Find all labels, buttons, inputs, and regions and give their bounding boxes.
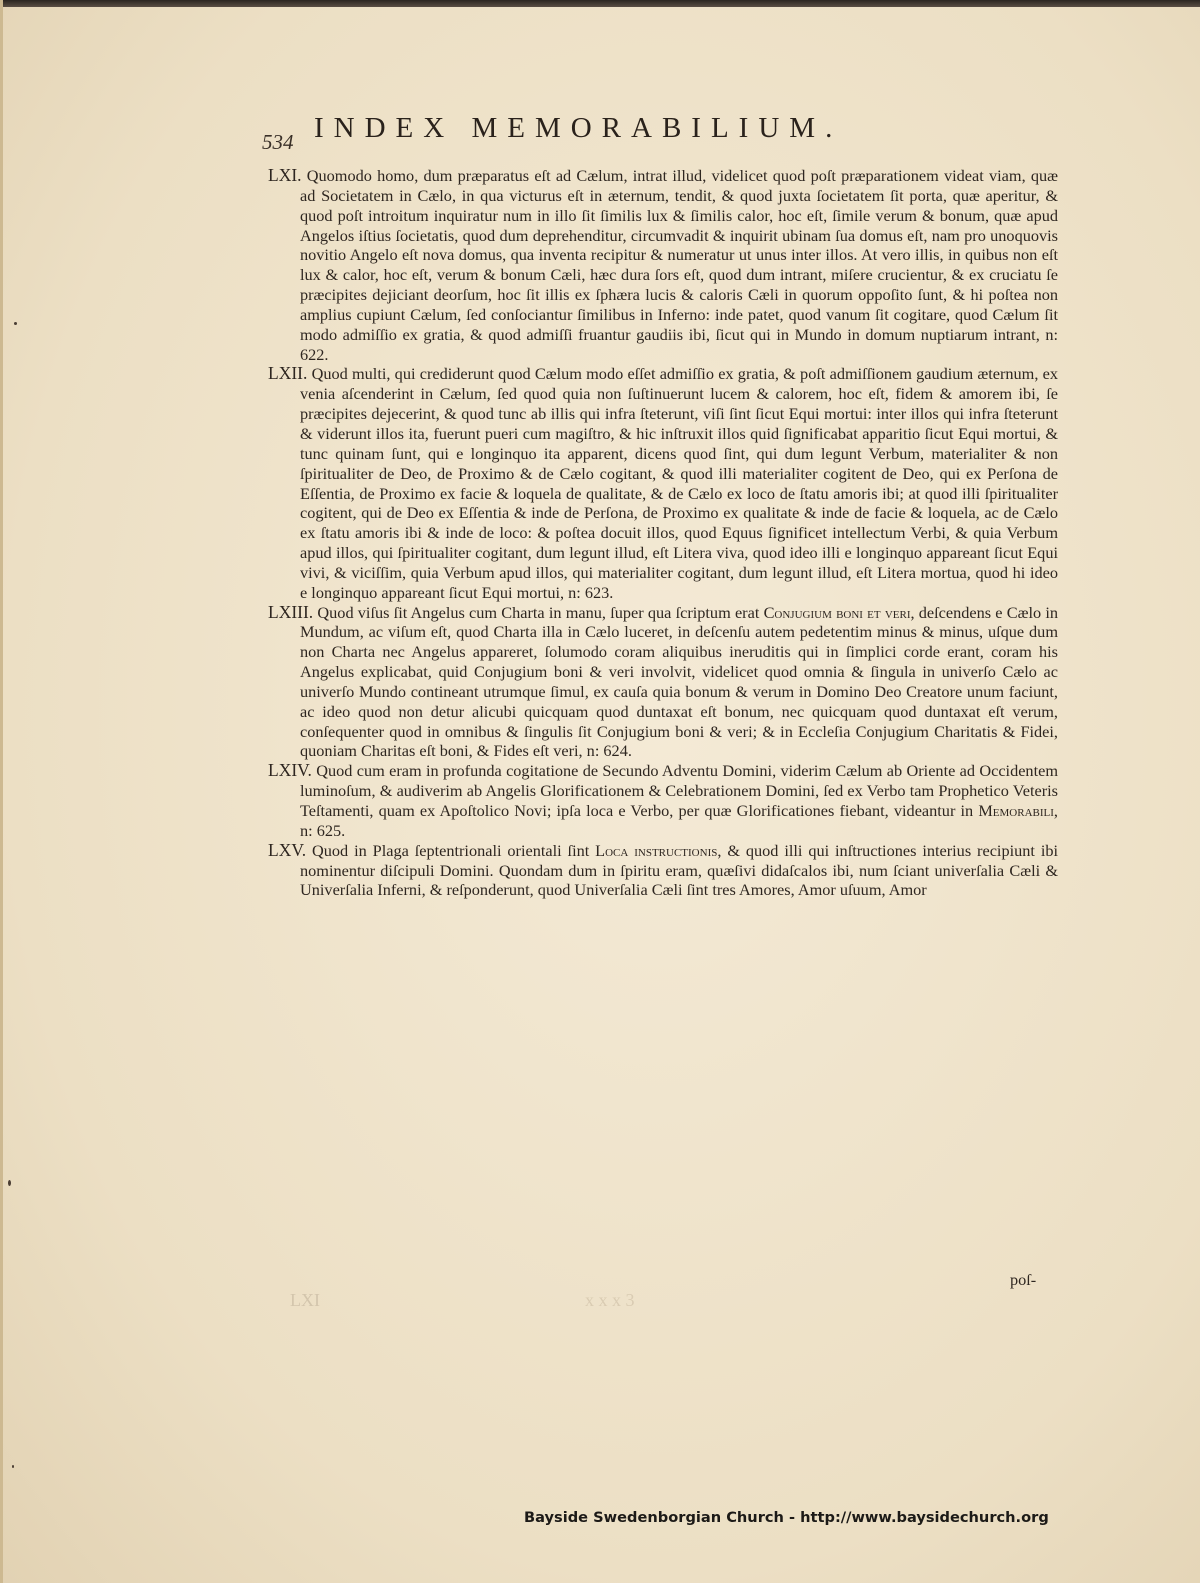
entry-smallcaps: Conjugium boni et veri [763, 602, 911, 622]
entry-numeral: LXI. [268, 165, 302, 185]
entry-numeral: LXV. [268, 839, 307, 860]
entry-lxi [268, 166, 1058, 364]
entry-lxiii [268, 603, 1058, 762]
entry-text-before: Quod cum eram in profunda cogitatione de Secundo Adventu Domini, viderim Cælum ab Oriente ad Occidentem luminoſum, & audiverim ab Angelis Glorificationem & Celebrationem Domini, ſed ex Verbo tam Prophetico Veteris Teſtamenti, quam ex Apoſtolico Novi; ipſa loca e Verbo, per quæ Glorificationes fiebant, videantur in [300, 761, 1058, 820]
entry-text: Quomodo homo, dum præparatus eſt ad Cælum, intrat illud, videlicet quod poſt præparationem videat viam, quæ ad Societatem in Cælo, in qua victurus eſt in æternum, tendit, & quod juxta ſocietatem ſit porta, quæ aperitur, & quod poſt introitum inquiratur num in illo ſit ſimilis lux & ſimilis calor, hoc eſt, ſimile verum & bonum, quæ apud Angelos iſtius ſocietatis, quod dum deprehenditur, circumvadit & inquirit ubinam ſua domus eſt, nam pro unoquovis novitio Angelo eſt nova domus, qua inventa recipitur & numeratur ut unus inter illos. At vero illis, in quibus non eſt lux & calor, hoc eſt, verum & bonum Cæli, hæc dura ſors eſt, quod dum intrant, miſere crucientur, & ex cruciatu ſe præcipites dejiciant deorſum, hoc ſit illis ex ſphæra lucis & caloris Cæli in quorum oppoſito ſunt, & hi poſtea non amplius cupiunt Cælum, ſed conſociantur ſimilibus in Inferno: inde patet, quod vanum ſit cogitare, quod Cælum ſit modo admiſſio ex gratia, & quod admiſſi fruantur gaudiis ibi, ſicut qui in Mundo in domum nuptiarum intrant, n: 622. [300, 166, 1058, 364]
page-number: 534 [262, 130, 294, 154]
entry-numeral: LXIV. [268, 760, 312, 781]
entry-numeral: LXII. [268, 363, 308, 384]
index-entries [268, 166, 1058, 900]
entry-text-before: Quod in Plaga ſeptentrionali orientali ſint [312, 840, 596, 860]
entry-text-after: , n: 625. [300, 801, 1058, 840]
show-through-text-left: LXI [290, 1290, 320, 1310]
entry-text-after: , & quod illi qui inſtructiones interius recipiunt ibi nominentur diſcipuli Domini. Quondam dum in ſpiritu eram, quæſivi didaſcalos ibi, num ſciant univerſalia Cæli & Univerſalia Inferni, & reſponderunt, quod Univerſalia Cæli ſint tres Amores, Amor uſuum, Amor [300, 840, 1059, 900]
entry-text-before: Quod viſus ſit Angelus cum Charta in manu, ſuper qua ſcriptum erat [317, 602, 764, 622]
entry-lxii [268, 364, 1058, 602]
entry-smallcaps: Memorabili [978, 801, 1054, 820]
entry-smallcaps: Loca instructionis [595, 840, 718, 860]
page-header [262, 112, 982, 156]
ink-speck [12, 1465, 14, 1468]
page-left-edge [0, 0, 3, 1583]
entry-lxv [268, 841, 1058, 901]
entry-numeral: LXIII. [268, 601, 314, 622]
ink-speck [14, 322, 17, 325]
page-top-edge [0, 0, 1200, 7]
entry-lxiv [268, 761, 1058, 840]
entry-text: Quod multi, qui crediderunt quod Cælum modo eſſet admiſſio ex gratia, & poſt admiſſionem gaudium æternum, ex venia aſcenderint in Cælum, ſed quod quia non ſuſtinuerunt lucem & calorem, hoc eſt, fidem & amorem ibi, ſe præcipites dejecerint, & quod tunc ab illis qui infra ſteterunt, viſi ſint ſicut Equi mortui: inter illos qui infra ſteterunt & viderunt illos ita, fuerunt pueri cum magiſtro, & hic inſtruxit illos quid ſignificabat apparitio ſicut Equi mortui, & tunc quinam ſunt, qui e longinquo ita apparent, dicens quod ſint, qui dum legunt Verbum, materialiter & non ſpiritualiter de Deo, de Proximo & de Cælo cogitant, & quod illi materialiter cogitent de Deo, qui ex Perſona de Eſſentia, de Proximo ex facie & loquela de qualitate, & de Cælo ex loco de ſtatu amoris ibi; at quod illi ſpiritualiter cogitent, qui de Deo ex Eſſentia & inde de Perſona, de Proximo ex qualitate & inde de facie & loquela, ac de Cælo ex ſtatu amoris ibi & inde de loco: & poſtea docuit illos, quod Equus ſignificet intellectum Verbi, & quia Verbum apud illos, qui ſpiritualiter cogitant, dum legunt illud, eſt Litera viva, quod ideo illi e longinquo appareant ſicut Equi vivi, & viciſſim, quia Verbum apud illos, qui materialiter cogitant, dum legunt illud, eſt Litera mortua, quod hi ideo e longinquo appareant ſicut Equi mortui, n: 623. [300, 364, 1058, 602]
catchword: poſ- [1010, 1270, 1037, 1289]
running-title: INDEX MEMORABILIUM. [314, 112, 843, 144]
show-through-text-center: x x x 3 [585, 1290, 635, 1310]
ink-speck [8, 1180, 11, 1186]
entry-text-after: , deſcendens e Cælo in Mundum, ac viſum eſt, quod Charta illa in Cælo luceret, in deſcenſu autem pedetentim minus & minus, uſque dum non Charta nec Angelus appareret, ſolumodo coram aliquibus ineruditis qui in ſimplici corde erant, coram his Angelus explicabat, quid Conjugium boni & veri involvit, videlicet quod omnia & ſingula in univerſo Cælo ac univerſo Mundo contineant utrumque ſimul, ex cauſa quia bonum & verum in Domino Deo Creatore unum faciunt, ac ideo quod non detur alicubi quicquam quod duntaxat eſt bonum, nec quicquam quod duntaxat eſt verum, conſequenter quod in omnibus & ſingulis ſit Conjugium boni & veri; & in Eccleſia Conjugium Charitatis & Fidei, quoniam Charitas eſt boni, & Fides eſt veri, n: 624. [300, 602, 1058, 761]
watermark: Bayside Swedenborgian Church - http://www.baysidechurch.org [524, 1509, 1049, 1526]
